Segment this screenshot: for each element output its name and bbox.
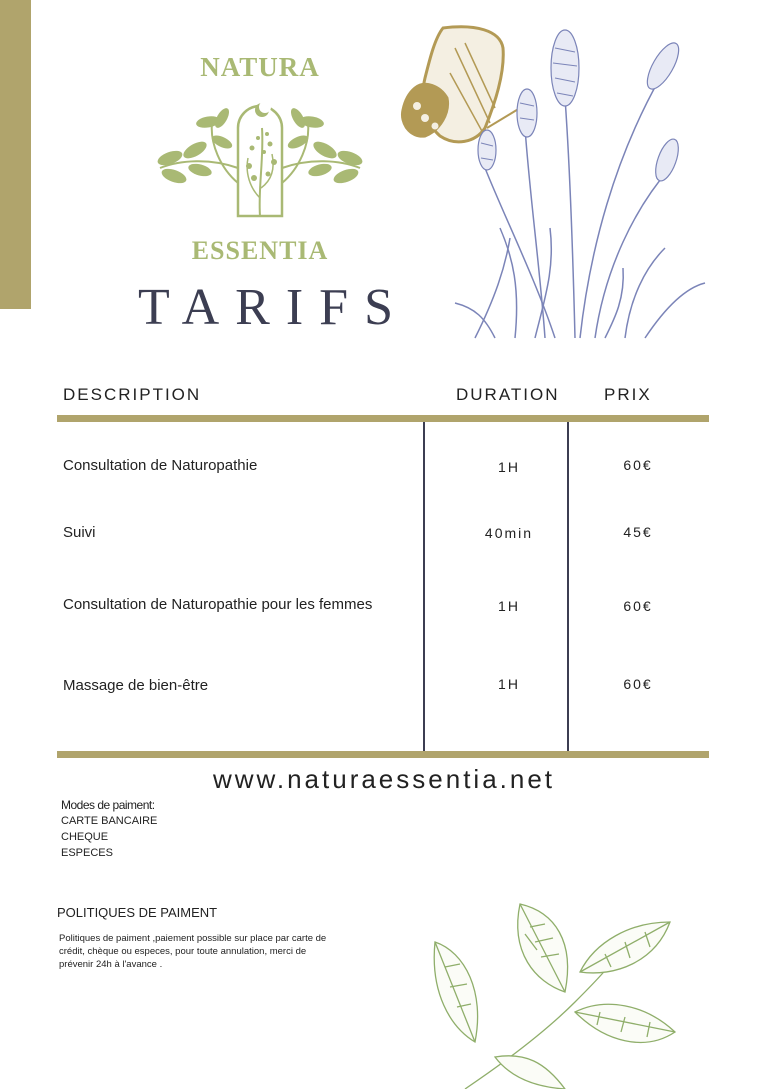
brand-name-bottom: ESSENTIA: [191, 236, 329, 265]
row-duration: 40min: [484, 525, 534, 541]
butterfly-icon: [402, 27, 520, 142]
row-description: Consultation de Naturopathie: [63, 457, 258, 474]
brand-logo: [130, 40, 390, 270]
policy-title: POLITIQUES DE PAIMENT: [57, 905, 218, 920]
leaf-icon: [425, 892, 685, 1089]
side-accent-bar: [0, 0, 31, 309]
row-duration: 1H: [498, 598, 520, 614]
row-duration: 1H: [498, 459, 520, 475]
website-link[interactable]: www.naturaessentia.net: [212, 764, 556, 794]
page-title: TARIFS: [138, 279, 409, 336]
header-description: DESCRIPTION: [63, 385, 202, 404]
moon-icon: [255, 101, 271, 117]
table-column-divider: [567, 422, 569, 751]
policy-text: Politiques de paiment ,paiement possible sur place par carte de crédit, chèque ou especes, pour toute annulation, merci de prévenir 24h à l'avance .: [59, 933, 327, 970]
table-bottom-rule: [57, 751, 709, 758]
row-price: 60€: [623, 676, 653, 692]
row-price: 60€: [623, 457, 653, 473]
row-description: Suivi: [63, 524, 96, 541]
brand-name-top: NATURA: [200, 52, 320, 82]
lavender-illustration: [395, 18, 715, 348]
table-top-rule: [57, 415, 709, 422]
header-price: PRIX: [604, 385, 652, 404]
payment-modes-title: Modes de paiment:: [61, 798, 155, 812]
table-column-divider: [423, 422, 425, 751]
logo-emblem-icon: [140, 88, 380, 238]
header-duration: DURATION: [456, 385, 560, 404]
payment-method: CARTE BANCAIRE: [61, 815, 158, 827]
payment-method: ESPECES: [61, 847, 113, 859]
row-description: Consultation de Naturopathie pour les femmes: [63, 596, 373, 613]
row-duration: 1H: [498, 676, 520, 692]
payment-method: CHEQUE: [61, 831, 109, 843]
row-price: 45€: [623, 524, 653, 540]
row-price: 60€: [623, 598, 653, 614]
row-description: Massage de bien-être: [63, 677, 209, 694]
